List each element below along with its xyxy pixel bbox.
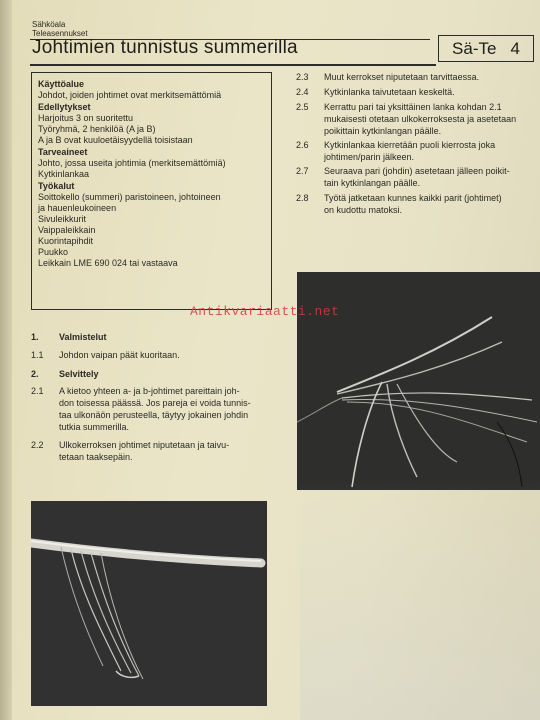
step-text: poikittain kytkinlangan päälle. [324,126,442,136]
infobox-line: Vaippaleikkain [38,225,96,235]
infobox-heading: Tarveaineet [38,147,88,157]
step-number: 2.3 [296,72,309,82]
step-number: 2.4 [296,87,309,97]
step-text: Kytkinlanka taivutetaan keskeltä. [324,87,455,97]
step-number: 2.5 [296,102,309,112]
infobox-line: ja hauenleukoineen [38,203,117,213]
step-number: 2.2 [31,440,44,450]
infobox-heading: Käyttöalue [38,79,85,89]
step-number: 2.6 [296,140,309,150]
page-title: Johtimien tunnistus summerilla [32,37,298,58]
infobox-heading: Työkalut [38,181,75,191]
step-text: A kietoo yhteen a- ja b-johtimet pareittain joh- [59,386,240,396]
page-binding-edge [0,0,12,720]
step-text: tain kytkinlangan päälle. [324,178,421,188]
step-text: johtimen/parin jälkeen. [324,152,415,162]
step-number: 2. [31,369,39,379]
document-code-prefix: Sä-Te [452,38,497,58]
step-text: taa ulkonäön perusteella, täytyy jokainen johdin [59,410,249,420]
step-text: Valmistelut [59,332,107,342]
step-number: 2.1 [31,386,44,396]
infobox-line: Harjoitus 3 on suoritettu [38,113,134,123]
step-text: Kerrattu pari tai yksittäinen lanka kohdan 2.1 [324,102,502,112]
category-label: Sähköala [32,20,66,29]
step-text: Selvittely [59,369,99,379]
subcategory-label: Teleasennukset [32,29,88,38]
infobox-line: Kuorintapihdit [38,236,94,246]
step-text: Työtä jatketaan kunnes kaikki parit (johtimet) [324,193,502,203]
infobox-line: Soittokello (summeri) paristoineen, johtoineen [38,192,221,202]
infobox-line: Leikkain LME 690 024 tai vastaava [38,258,178,268]
infobox-line: Johto, jossa useita johtimia (merkitsemättömiä) [38,158,226,168]
watermark-text: Antikvariaatti.net [190,304,340,319]
infobox-line: Puukko [38,247,69,257]
title-rule [30,64,436,66]
step-number: 2.8 [296,193,309,203]
step-text: Johdon vaipan päät kuoritaan. [59,350,180,360]
document-code-number: 4 [510,38,520,58]
step-text: Ulkokerroksen johtimet niputetaan ja taivu- [59,440,230,450]
infobox-line: Sivuleikkurit [38,214,87,224]
step-text: mukaisesti otetaan ulkokerroksesta ja asetetaan [324,114,517,124]
requirements-box [31,72,272,310]
step-text: tetaan taaksepäin. [59,452,133,462]
step-text: Seuraava pari (johdin) asetetaan jälleen poikit- [324,166,510,176]
step-text: don toisessa päässä. Jos pareja ei voida tunnis- [59,398,251,408]
infobox-line: Työryhmä, 2 henkilöä (A ja B) [38,124,156,134]
page-lighting-overlay [300,480,540,720]
step-text: on kudottu matoksi. [324,205,403,215]
infobox-line: Kytkinlankaa [38,169,90,179]
infobox-heading: Edellytykset [38,102,91,112]
step-text: Kytkinlankaa kierretään puoli kierrosta joka [324,140,496,150]
step-number: 1. [31,332,39,342]
step-text: tutkia summerilla. [59,422,130,432]
cable-photo-illustration [31,501,267,706]
step-number: 1.1 [31,350,44,360]
document-code-box [438,35,534,62]
step-number: 2.7 [296,166,309,176]
infobox-line: Johdot, joiden johtimet ovat merkitsemättömiä [38,90,222,100]
photo-wire-bundle [31,501,267,706]
infobox-line: A ja B ovat kuuloetäisyydellä toisistaan [38,135,193,145]
step-text: Muut kerrokset niputetaan tarvittaessa. [324,72,480,82]
